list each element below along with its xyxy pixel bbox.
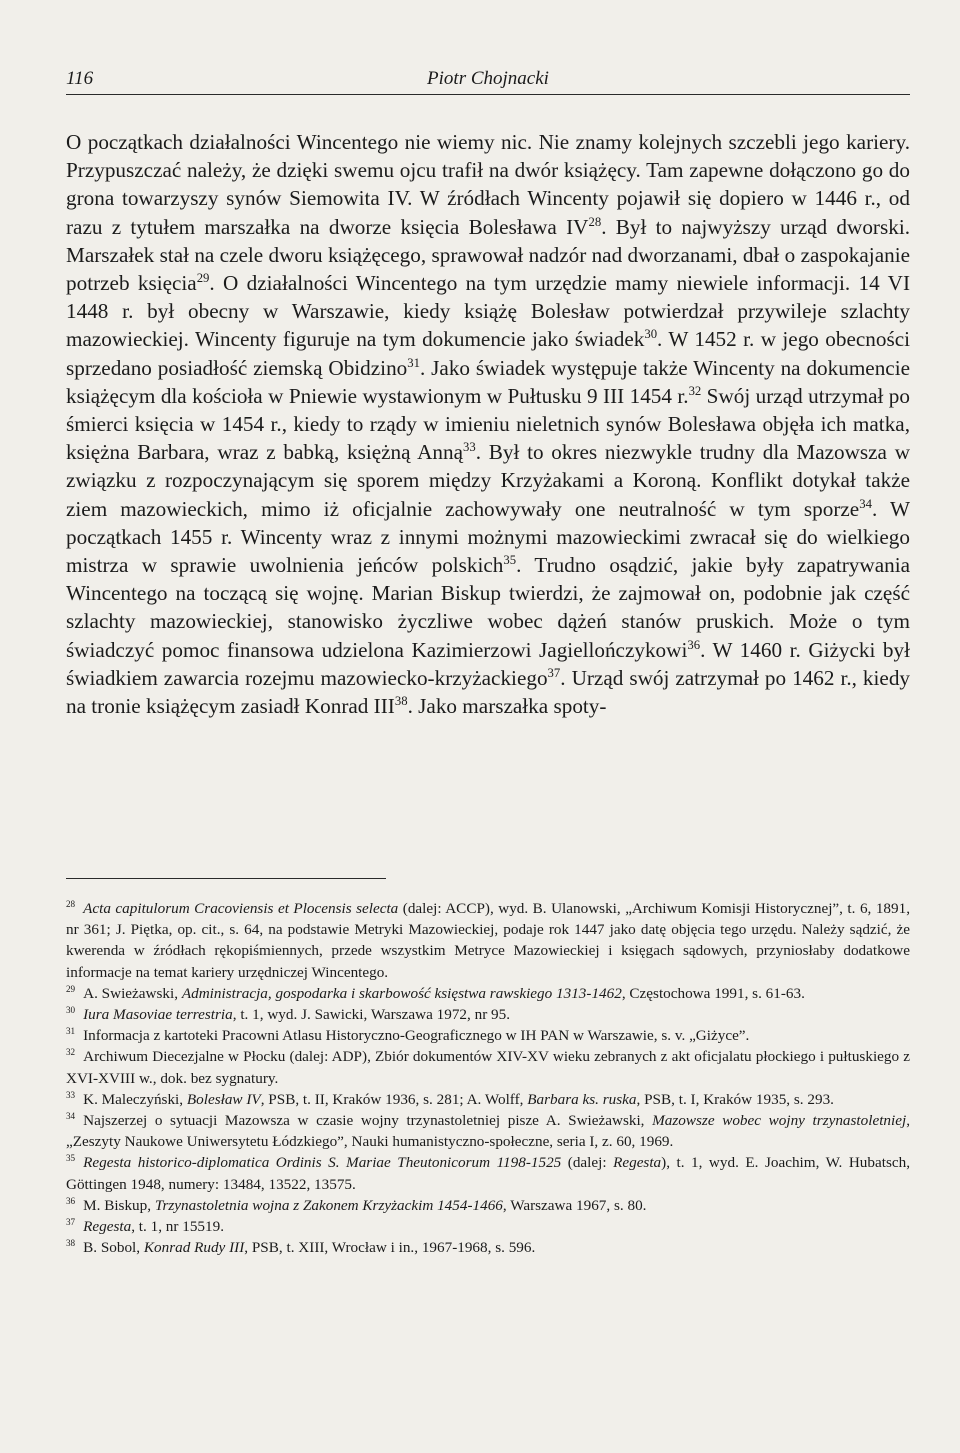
footnote-34 <box>66 1110 910 1152</box>
footnote-text: K. Maleczyński, <box>83 1090 187 1108</box>
footnote-text: ), t. 1, wyd. E. Joachim, W. Hubatsch, Göttingen 1948, numery: 13484, 13522, 13575. <box>66 1154 910 1193</box>
text-run: . Był to najwyższy urząd dworski. Marszałek stał na czele dworu książęcego, sprawował nadzór nad dworzanami, dbał o zaspokajanie potrzeb księcia <box>66 214 910 296</box>
footnote-number: 33 <box>66 1089 76 1100</box>
footnote-title: Bolesław IV <box>186 1090 261 1108</box>
footnote-ref[interactable]: 35 <box>503 552 517 567</box>
footnote-38 <box>66 1237 910 1258</box>
footnote-text: A. Swieżawski, <box>83 984 182 1002</box>
footnote-title: Regesta <box>83 1218 132 1236</box>
footnote-text: (dalej: ACCP), wyd. B. Ulanowski, „Archiwum Komisji Historycznej”, t. 6, 1891, nr 361; J. Piętka, op. cit., s. 64, na podstawie Metryki Mazowieckiej, podaje rok 1447 jako datę objęcia tego urzędu. Należy sądzić, że kwerenda w źródłach rękopiśmiennych, przede wszystkim Metryce Mazowieckiej i księgach sądowych, przyniosłaby dodatkowe informacje na temat kariery urzędniczej Wincentego. <box>66 900 910 981</box>
footnote-number: 30 <box>66 1004 76 1015</box>
footnote-36 <box>66 1195 910 1216</box>
footnote-title: Acta capitulorum Cracoviensis et Plocensis selecta <box>83 900 399 917</box>
footnote-ref[interactable]: 34 <box>859 496 872 511</box>
footnote-text: , t. 1, wyd. J. Sawicki, Warszawa 1972, nr 95. <box>232 1006 511 1024</box>
footnote-text: , „Zeszyty Naukowe Uniwersytetu Łódzkiego”, Nauki humanistyczno-społeczne, seria I, z. 60, 1969. <box>66 1112 911 1151</box>
footnote-ref[interactable]: 29 <box>196 270 210 285</box>
footnote-text: , PSB, t. XIII, Wrocław i in., 1967-1968, s. 596. <box>244 1239 536 1257</box>
footnote-33 <box>66 1089 910 1110</box>
footnote-title: Trzynastoletnia wojna z Zakonem Krzyżackim 1454-1466 <box>154 1196 503 1214</box>
footnote-text: , Warszawa 1967, s. 80. <box>502 1196 647 1214</box>
footnote-title: Administracja, gospodarka i skarbowość księstwa rawskiego 1313-1462 <box>181 984 622 1002</box>
footnote-ref[interactable]: 28 <box>588 214 602 229</box>
footnote-title: Konrad Rudy III <box>143 1239 245 1257</box>
text-run: . O działalności Wincentego na tym urzędzie mamy niewiele informacji. 14 VI 1448 r. był obecny w Warszawie, kiedy książę Bolesław potwierdzał przywileje szlachty mazowieckiej. Wincenty figuruje na tym dokumencie jako świadek <box>66 271 911 352</box>
footnote-ref[interactable]: 30 <box>644 327 658 342</box>
footnote-37 <box>66 1216 910 1237</box>
main-text <box>66 128 910 720</box>
footnote-title: Regesta historico-diplomatica Ordinis S. Mariae Theutonicorum 1198-1525 <box>83 1154 562 1172</box>
footnote-text: M. Biskup, <box>83 1196 155 1214</box>
footnote-ref[interactable]: 36 <box>687 637 701 652</box>
footnote-ref[interactable]: 32 <box>688 383 702 398</box>
footnote-number: 28 <box>66 898 76 909</box>
footnote-number: 37 <box>66 1216 76 1227</box>
text-run: Swój urząd utrzymał po śmierci księcia w 1454 r., kiedy to rządy w imieniu nieletnich synów Bolesława objęła ich matka, księżna Barbara, wraz z babką, księżną Anną <box>66 383 910 465</box>
footnote-number: 32 <box>66 1047 76 1058</box>
footnote-title: Barbara ks. ruska <box>527 1090 637 1108</box>
footnote-text: , PSB, t. I, Kraków 1935, s. 293. <box>636 1090 834 1108</box>
footnote-ref[interactable]: 38 <box>394 694 408 708</box>
footnote-number: 38 <box>66 1238 76 1249</box>
text-run: . W początkach 1455 r. Wincenty wraz z innymi możnymi mazowieckimi zwracał się do wielkiego mistrza w sprawie uwolnienia jeńców polskich <box>66 496 910 578</box>
text-run: O początkach działalności Wincentego nie wiemy nic. Nie znamy kolejnych szczebli jego kariery. Przypuszczać należy, że dzięki swemu ojcu trafił na dwór książęcy. Tam zapewne dołączono go do grona towarzyszy synów Siemowita IV. W źródłach Wincenty pojawił się dopiero w 1446 r., od razu z tytułem marszałka na dworze księcia Bolesława IV <box>66 130 910 239</box>
running-header <box>66 66 910 95</box>
footnote-30 <box>66 1004 910 1025</box>
footnotes <box>66 898 910 1258</box>
footnote-number: 35 <box>66 1153 76 1164</box>
text-run: . Jako świadek występuje także Wincenty na dokumencie książęcym dla kościoła w Pniewie wystawionym w Pułtusku 9 III 1454 r. <box>66 355 911 408</box>
footnote-text: Informacja z kartoteki Pracowni Atlasu Historyczno-Geograficznego w IH PAN w Warszawie, s. v. „Giżyce”. <box>83 1027 750 1045</box>
footnote-35 <box>66 1152 910 1194</box>
footnote-29 <box>66 983 910 1004</box>
footnote-ref[interactable]: 37 <box>547 665 561 680</box>
footnote-text: , Częstochowa 1991, s. 61-63. <box>621 984 805 1002</box>
body-paragraph <box>66 128 910 720</box>
footnote-number: 34 <box>66 1110 76 1121</box>
footnote-title: Mazowsze wobec wojny trzynastoletniej <box>652 1112 907 1130</box>
footnote-text: , PSB, t. II, Kraków 1936, s. 281; A. Wolff, <box>260 1090 528 1108</box>
footnote-text: , t. 1, nr 15519. <box>131 1218 224 1236</box>
text-run: . Jako marszałka spoty- <box>407 694 607 719</box>
footnote-separator <box>66 878 386 879</box>
footnote-28 <box>66 898 910 983</box>
text-run: . W 1460 r. Giżycki był świadkiem zawarcia rozejmu mazowiecko-krzyżackiego <box>66 637 911 690</box>
footnote-number: 31 <box>66 1026 76 1037</box>
footnote-title: Iura Masoviae terrestria <box>83 1006 233 1024</box>
footnote-31 <box>66 1025 910 1046</box>
running-head-author: Piotr Chojnacki <box>427 68 549 89</box>
text-run: . Był to okres niezwykle trudny dla Mazowsza w związku z rozpoczynającym się sporem między Krzyżakami a Koroną. Konflikt dotykał także ziem mazowieckich, mimo iż oficjalnie zachowywały one neutralność w tym sporze <box>66 440 910 521</box>
footnote-title: Regesta <box>613 1154 662 1172</box>
text-run: . W 1452 r. w jego obecności sprzedano posiadłość ziemską Obidzino <box>66 327 910 380</box>
footnote-ref[interactable]: 33 <box>462 440 476 455</box>
footnote-text: B. Sobol, <box>83 1239 144 1257</box>
text-run: . Urząd swój zatrzymał po 1462 r., kiedy na tronie książęcym zasiadł Konrad III <box>66 665 911 719</box>
page-number: 116 <box>66 68 94 89</box>
footnote-text: (dalej: <box>561 1154 614 1172</box>
footnote-ref[interactable]: 31 <box>407 355 420 370</box>
footnote-text: Archiwum Diecezjalne w Płocku (dalej: ADP), Zbiór dokumentów XIV-XV wieku zebranych z akt oficjalatu płockiego i pułtuskiego z XVI-XVIII w., dok. bez sygnatury. <box>66 1048 910 1087</box>
footnote-text: Najszerzej o sytuacji Mazowsza w czasie wojny trzynastoletniej pisze A. Swieżawski, <box>83 1112 653 1130</box>
footnote-number: 29 <box>66 983 76 994</box>
text-run: . Trudno osądzić, jakie były zapatrywania Wincentego na toczącą się wojnę. Marian Biskup twierdzi, że zajmował on, podobnie jak część szlachty mazowieckiej, stanowisko życzliwe wobec dążeń stanów pruskich. Może o tym świadczyć pomoc finansowa udzielona Kazimierzowi Jagiellończykowi <box>66 553 910 662</box>
footnote-number: 36 <box>66 1195 76 1206</box>
footnote-32 <box>66 1046 910 1088</box>
